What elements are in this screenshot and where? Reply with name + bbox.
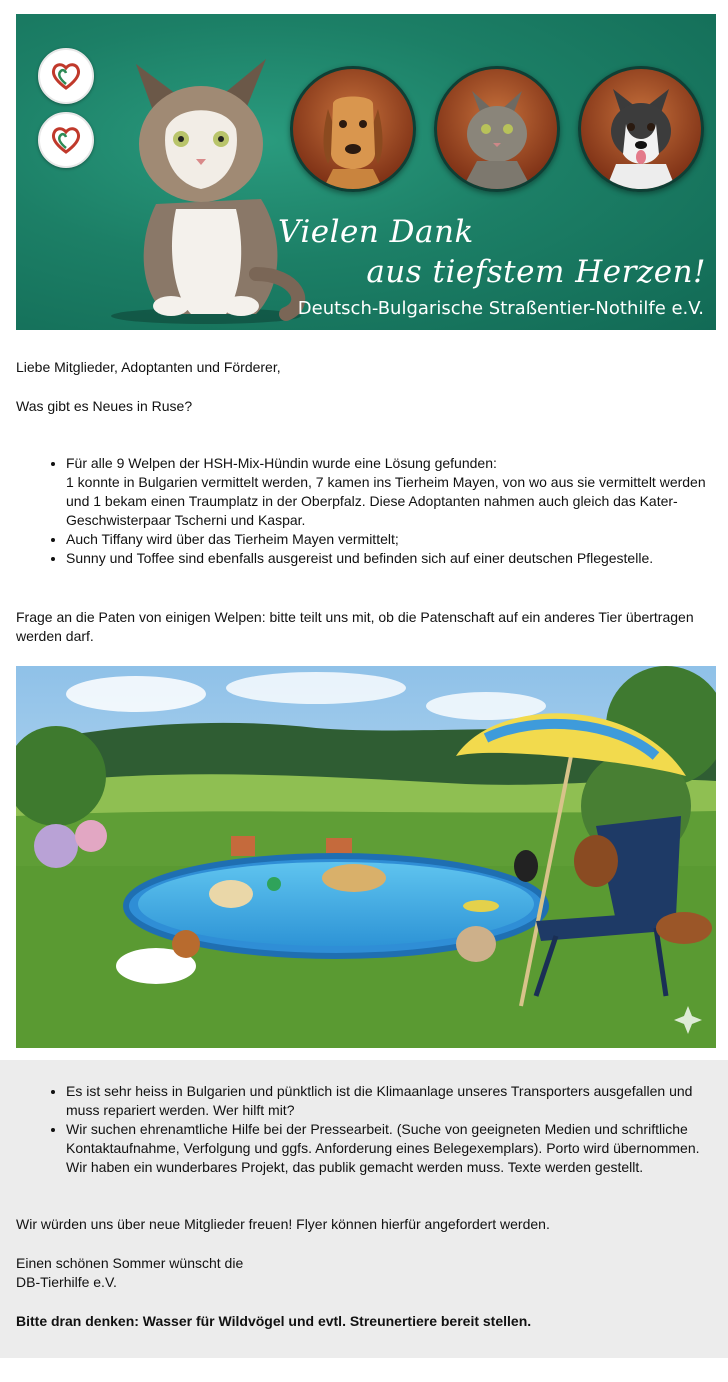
heart-logo-icon (51, 62, 81, 90)
new-members-text: Wir würden uns über neue Mitglieder freuen! Flyer können hierfür angefordert werden. (16, 1216, 550, 1232)
dogs-pool-garden-image (16, 666, 716, 1048)
news-item-detail: 1 konnte in Bulgarien vermittelt werden, 7 kamen ins Tierheim Mayen, von wo aus sie vermittelt werden und 1 bekam einen Traumplatz in der Oberpfalz. Diese Adoptanten nahmen auch gleich das Kater-Geschwisterpaar Tscherni und Kaspar. (66, 474, 706, 528)
news-list (16, 454, 716, 568)
banner-title-line2: aus tiefstem Herzen! (366, 254, 706, 290)
sponsor-question: Frage an die Paten von einigen Welpen: bitte teilt uns mit, ob die Patenschaft auf ein anderes Tier übertragen werden darf. (16, 609, 694, 644)
header-banner (16, 14, 716, 330)
banner-title-line1: Vielen Dank (278, 214, 474, 250)
closing-line-1: Einen schönen Sommer wünscht die (16, 1255, 244, 1271)
cat-portrait-circle (434, 66, 560, 192)
list-item (66, 549, 716, 568)
news-item-text: Sunny und Toffee sind ebenfalls ausgereist und befinden sich auf einer deutschen Pflegestelle. (66, 550, 654, 566)
reminder-text: Bitte dran denken: Wasser für Wildvögel und evtl. Streunertiere bereit stellen. (16, 1313, 532, 1329)
association-logo-bottom (38, 112, 94, 168)
list-item (66, 454, 716, 530)
banner-organization: Deutsch-Bulgarische Straßentier-Nothilfe e.V. (297, 298, 704, 319)
sitting-cat-illustration (96, 34, 316, 324)
list-item (66, 530, 716, 549)
newsletter-bottom-section (0, 1060, 728, 1358)
list-item: • Wir suchen ehrenamtliche Hilfe bei der Pressearbeit. (Suche von geeigneten Medien und schriftliche Kontaktaufnahme, Verfolgung und ggfs. Anforderung eines Belegexemplars). Porto wird übernommen. Wir haben ein wunderbares Projekt, das publik gemacht werden muss. Texte werden gestellt. (66, 1120, 716, 1177)
intro-question: Was gibt es Neues in Ruse? (16, 398, 193, 414)
list-item: • Es ist sehr heiss in Bulgarien und pünktlich ist die Klimaanlage unseres Transporters ausgefallen und muss repariert werden. Wer hilft mit? (66, 1082, 716, 1120)
greeting: Liebe Mitglieder, Adoptanten und Förderer, (16, 359, 281, 375)
dog-portrait-circle (290, 66, 416, 192)
association-logo-top (38, 48, 94, 104)
requests-list (16, 1082, 716, 1177)
heart-logo-icon (51, 126, 81, 154)
closing-line-2: DB-Tierhilfe e.V. (16, 1274, 117, 1290)
husky-portrait-circle (578, 66, 704, 192)
news-item-heading: Für alle 9 Welpen der HSH-Mix-Hündin wurde eine Lösung gefunden: (66, 455, 497, 471)
news-item-text: Auch Tiffany wird über das Tierheim Mayen vermittelt; (66, 531, 399, 547)
